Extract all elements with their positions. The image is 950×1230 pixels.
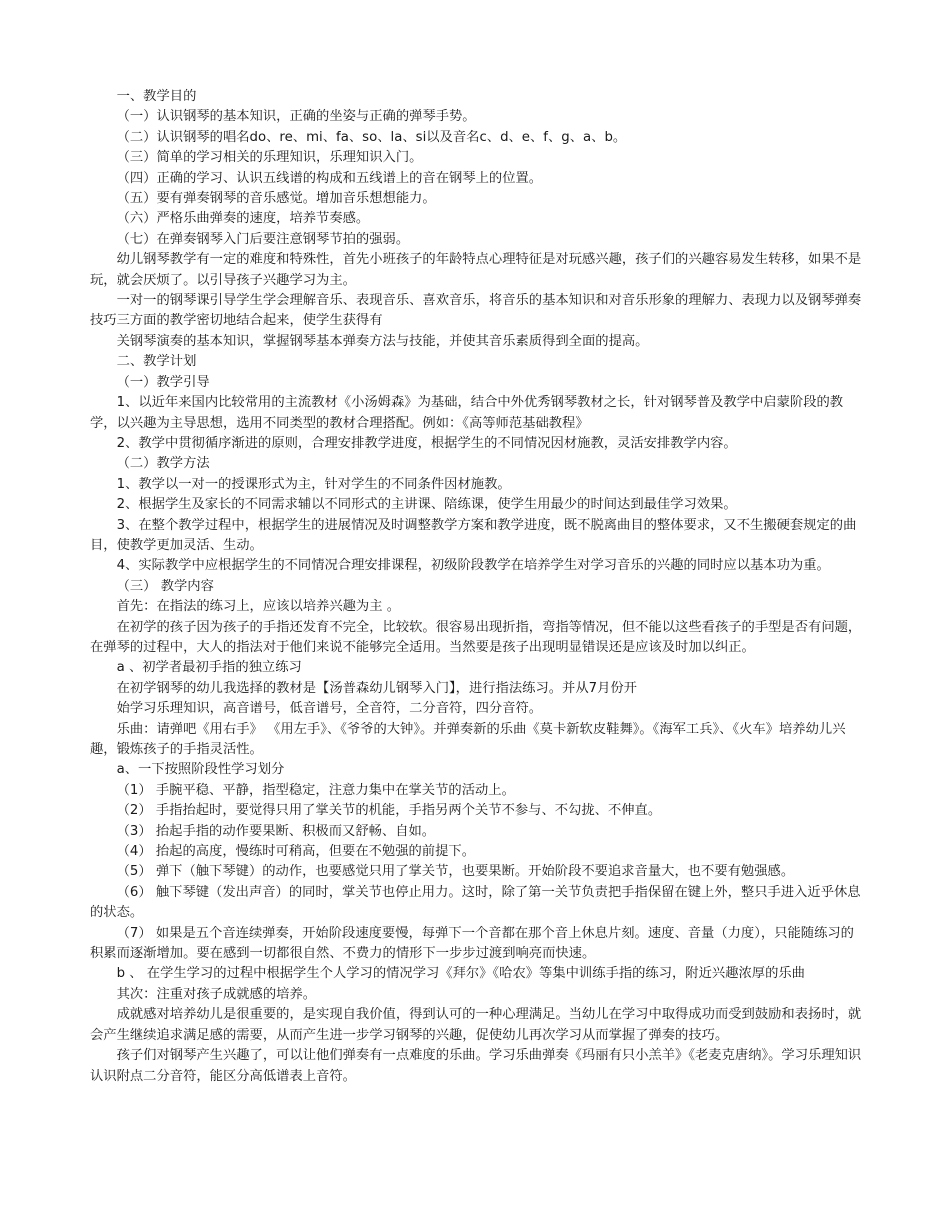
goal-item-6: （六）严格乐曲弹奏的速度，培养节奏感。 (116, 211, 370, 227)
body-paragraph: 关钢琴演奏的基本知识，掌握钢琴基本弹奏方法与技能，并使其音乐素质得到全面的提高。 (116, 333, 649, 349)
stage-item-3: （3） 抬起手指的动作要果断、积极而又舒畅、自如。 (116, 823, 436, 839)
content-item-a-stages: a、一下按照阶段性学习划分 (116, 762, 285, 778)
subheading-teaching-guide: （一）教学引导 (116, 374, 210, 390)
goal-item-4: （四）正确的学习、认识五线谱的构成和五线谱上的音在钢琴上的位置。 (116, 170, 543, 186)
stage-item-7: （7） 如果是五个音连续弹奏，开始阶段速度要慢，每弹下一个音都在那个音上休息片刻。速度、音量（力度），只能随练习的积累而逐渐增加。要在感到一切都很自然、不费力的情形下一步步过渡到响亮而快速。 (90, 925, 854, 962)
content-item-b: b 、 在学生学习的过程中根据学生个人学习的情况学习《拜尔》《哈农》等集中训练手指的练习，附近兴趣浓厚的乐曲 (116, 966, 805, 982)
plan-item: 1、以近年来国内比较常用的主流教材《小汤姆森》为基础，结合中外优秀钢琴教材之长，针对钢琴普及教学中启蒙阶段的教学，以兴趣为主导思想，选用不同类型的教材合理搭配。例如：《高等师范基础教程》 (90, 395, 844, 431)
body-paragraph: 一对一的钢琴课引导学生学会理解音乐、表现音乐、喜欢音乐，将音乐的基本知识和对音乐形象的理解力、表现力以及钢琴弹奏技巧三方面的教学密切地结合起来，使学生获得有 (90, 293, 862, 329)
goal-item-5: （五）要有弹奏钢琴的音乐感觉。增加音乐想想能力。 (116, 191, 436, 207)
stage-item-4: （4） 抬起的高度，慢练时可稍高，但要在不勉强的前提下。 (116, 844, 475, 860)
stage-item-5: （5） 弹下（触下琴键）的动作，也要感觉只用了掌关节，也要果断。开始阶段不要追求音量大，也不要有勉强感。 (116, 864, 795, 880)
body-paragraph: 幼儿钢琴教学有一定的难度和特殊性，首先小班孩子的年龄特点心理特征是对玩感兴趣，孩子们的兴趣容易发生转移，如果不是玩，就会厌烦了。以引导孩子兴趣学习为主。 (90, 252, 862, 288)
body-paragraph: 其次：注重对孩子成就感的培养。 (116, 986, 317, 1002)
method-item: 1、教学以一对一的授课形式为主，针对学生的不同条件因材施教。 (116, 476, 511, 492)
method-item: 2、根据学生及家长的不同需求辅以不同形式的主讲课、陪练课，使学生用最少的时间达到最佳学习效果。 (116, 497, 737, 513)
body-paragraph: 首先：在指法的练习上，应该以培养兴趣为主 。 (116, 599, 401, 615)
body-paragraph: 孩子们对钢琴产生兴趣了，可以让他们弹奏有一点难度的乐曲。学习乐曲弹奏《玛丽有只小羔羊》《老麦克唐纳》。学习乐理知识认识附点二分音符，能区分高低谱表上音符。 (90, 1048, 862, 1084)
body-paragraph: 在初学的孩子因为孩子的手指还发育不完全，比较软。很容易出现折指，弯指等情况，但不能以这些看孩子的手型是否有问题，在弹琴的过程中，大人的指法对于他们来说不能够完全适用。当然要是孩子出现明显错误还是应该及时加以纠正。 (90, 619, 862, 655)
goal-item-7: （七）在弹奏钢琴入门后要注意钢琴节拍的强弱。 (116, 231, 410, 247)
body-paragraph: 成就感对培养幼儿是很重要的，是实现自我价值，得到认可的一种心理满足。当幼儿在学习中取得成功而受到鼓励和表扬时，就会产生继续追求满足感的需要，从而产生进一步学习钢琴的兴趣，促使幼儿再次学习从而掌握了弹奏的技巧。 (90, 1007, 862, 1043)
stage-item-2: （2） 手指抬起时，要觉得只用了掌关节的机能，手指另两个关节不参与、不勾拢、不伸直。 (116, 803, 662, 819)
heading-teaching-plan: 二、教学计划 (116, 354, 197, 370)
heading-teaching-goals: 一、教学目的 (116, 89, 197, 104)
goal-item-3: （三）简单的学习相关的乐理知识，乐理知识入门。 (116, 150, 423, 166)
body-paragraph: 始学习乐理知识，高音谱号，低音谱号，全音符，二分音符，四分音符。 (116, 701, 543, 717)
plan-item: 2、教学中贯彻循序渐进的原则，合理安排教学进度，根据学生的不同情况因材施教，灵活安排教学内容。 (116, 435, 737, 451)
method-item: 3、在整个教学过程中，根据学生的进展情况及时调整教学方案和教学进度，既不脱离曲目的整体要求，又不生搬硬套规定的曲目，使教学更加灵活、生动。 (90, 517, 857, 553)
stage-item-1: （1） 手腕平稳、平静，指型稳定，注意力集中在掌关节的活动上。 (116, 782, 515, 798)
body-paragraph: 在初学钢琴的幼儿我选择的教材是【汤普森幼儿钢琴入门】，进行指法练习。并从7月份开 (116, 680, 637, 696)
method-item: 4、实际教学中应根据学生的不同情况合理安排课程，初级阶段教学在培养学生对学习音乐的兴趣的同时应以基本功为重。 (116, 558, 830, 574)
body-paragraph: 乐曲：请弹吧《用右手》 《用左手》、《爷爷的大钟》。并弹奏新的乐曲《莫卡新软皮鞋舞》。《海军工兵》、《火车》培养幼儿兴趣，锻炼孩子的手指灵活性。 (90, 721, 846, 757)
content-item-a: a 、初学者最初手指的独立练习 (116, 660, 302, 676)
subheading-teaching-content: （三） 教学内容 (116, 578, 214, 594)
stage-item-6: （6） 触下琴键（发出声音）的同时，掌关节也停止用力。这时，除了第一关节负责把手指保留在键上外，整只手进入近乎休息的状态。 (90, 884, 861, 921)
subheading-teaching-method: （二）教学方法 (116, 456, 210, 472)
goal-item-1: （一）认识钢琴的基本知识，正确的坐姿与正确的弹琴手势。 (116, 109, 476, 125)
goal-item-2: （二）认识钢琴的唱名do、re、mi、fa、so、la、si以及音名c、d、e、f、g、a、b。 (116, 129, 627, 145)
